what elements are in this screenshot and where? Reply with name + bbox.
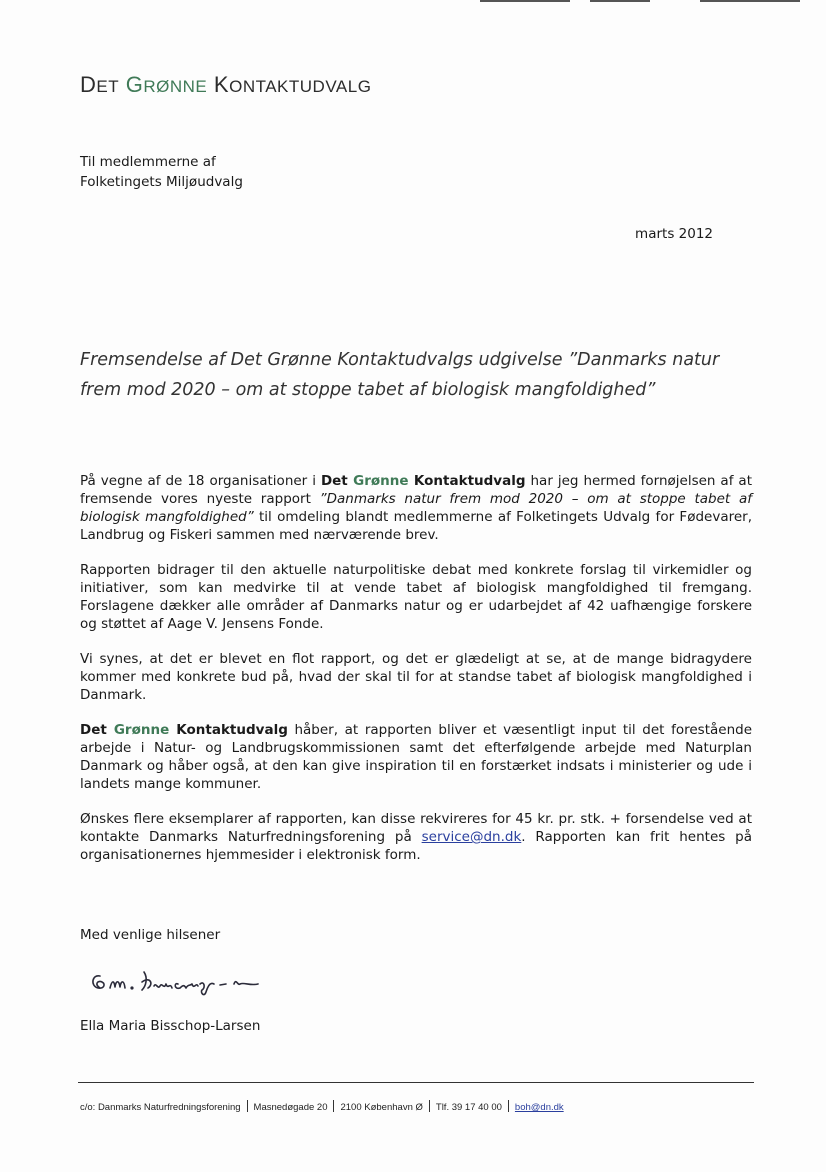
closing-greeting: Med venlige hilsener bbox=[80, 927, 221, 943]
paragraph bbox=[80, 810, 752, 864]
letterhead-ontaktudvalg: ONTAKTUDVALG bbox=[229, 77, 372, 96]
letter-subject: Fremsendelse af Det Grønne Kontaktudvalgs udgivelse ”Danmarks natur frem mod 2020 – om at stoppe tabet af biologisk mangfoldighed” bbox=[80, 350, 720, 400]
handwritten-signature bbox=[88, 962, 288, 1002]
org-name-gronne: Grønne bbox=[353, 473, 409, 489]
recipient-block bbox=[80, 152, 243, 192]
org-name-kontaktudvalg: Kontaktudvalg bbox=[408, 473, 526, 489]
recipient-line: Folketingets Miljøudvalg bbox=[80, 174, 243, 190]
letterhead-roenne: RØNNE bbox=[143, 77, 208, 96]
text-run: til omdeling blandt medlemmerne af Folketingets Udvalg for Fødevarer, Landbrug og Fiskeri sammen med nærværende brev. bbox=[80, 509, 752, 543]
footer-city: 2100 København Ø bbox=[340, 1102, 423, 1113]
letterhead-g: G bbox=[125, 72, 144, 97]
paragraph: Rapporten bidrager til den aktuelle naturpolitiske debat med konkrete forslag til virkemidler og initiativer, som kan medvirke til at vende tabet af biologisk mangfoldighed til fremgang. Forslagene dækker alle områder af Danmarks natur og er udarbejdet af 42 uafhængige forskere og støttet af Aage V. Jensens Fonde. bbox=[80, 562, 752, 632]
letterhead-d: D bbox=[80, 72, 97, 97]
scan-artifact bbox=[700, 0, 800, 2]
footer-org: c/o: Danmarks Naturfredningsforening bbox=[80, 1102, 241, 1113]
recipient-line: Til medlemmerne af bbox=[80, 154, 216, 170]
letterhead-k: K bbox=[213, 72, 230, 97]
footer-separator bbox=[333, 1100, 334, 1112]
signer-name: Ella Maria Bisschop-Larsen bbox=[80, 1018, 261, 1034]
footer-email-link[interactable]: boh@dn.dk bbox=[514, 1102, 564, 1113]
text-run: . Rapporten kan frit hentes på organisationernes hjemmesider i elektronisk form. bbox=[80, 829, 752, 863]
text-run: håber, at rapporten bliver et væsentligt input til det forestående arbejde i Natur- og Landbrugskommissionen samt det efterfølgende arbejde med Naturplan Danmark og håber også, at den kan give inspiration til en forstærket indsats i ministerier og ude i landets mange kommuner. bbox=[80, 722, 752, 792]
report-title: ”Danmarks natur frem mod 2020 – om at stoppe tabet af biologisk mangfoldighed” bbox=[80, 491, 752, 525]
footer-phone: Tlf. 39 17 40 00 bbox=[435, 1102, 502, 1113]
footer-separator bbox=[508, 1100, 509, 1112]
paragraph: Vi synes, at det er blevet en flot rapport, og det er glædeligt at se, at de mange bidragydere kommer med konkrete bud på, hvad der skal til for at standse tabet af biologisk mangfoldighed i Danmark. bbox=[80, 651, 752, 703]
text-run: Ønskes flere eksemplarer af rapporten, kan disse rekvireres for 45 kr. pr. stk. + forsendelse ved at kontakte Danmarks Naturfredningsforening på bbox=[80, 811, 752, 845]
org-name-gronne: Grønne bbox=[113, 722, 170, 738]
org-name-kontaktudvalg: Kontaktudvalg bbox=[169, 722, 288, 738]
letter-date: marts 2012 bbox=[635, 226, 713, 242]
footer bbox=[80, 1100, 564, 1113]
paragraph bbox=[80, 721, 752, 793]
text-run: har jeg hermed fornøjelsen af at fremsende vores nyeste rapport bbox=[80, 473, 753, 507]
scan-artifact bbox=[590, 0, 650, 2]
paragraph bbox=[80, 472, 752, 544]
footer-divider bbox=[78, 1082, 754, 1083]
letter-body bbox=[80, 472, 752, 881]
footer-separator bbox=[247, 1100, 248, 1112]
service-email-link[interactable]: service@dn.dk bbox=[421, 829, 522, 845]
footer-street: Masnedøgade 20 bbox=[253, 1102, 328, 1113]
org-name-det: Det bbox=[320, 473, 354, 489]
letterhead-et: ET bbox=[96, 77, 120, 96]
footer-separator bbox=[429, 1100, 430, 1112]
org-name-det: Det bbox=[80, 722, 114, 738]
scan-artifact bbox=[480, 0, 570, 2]
letterhead bbox=[80, 72, 371, 98]
text-run: På vegne af de 18 organisationer i bbox=[80, 473, 321, 489]
